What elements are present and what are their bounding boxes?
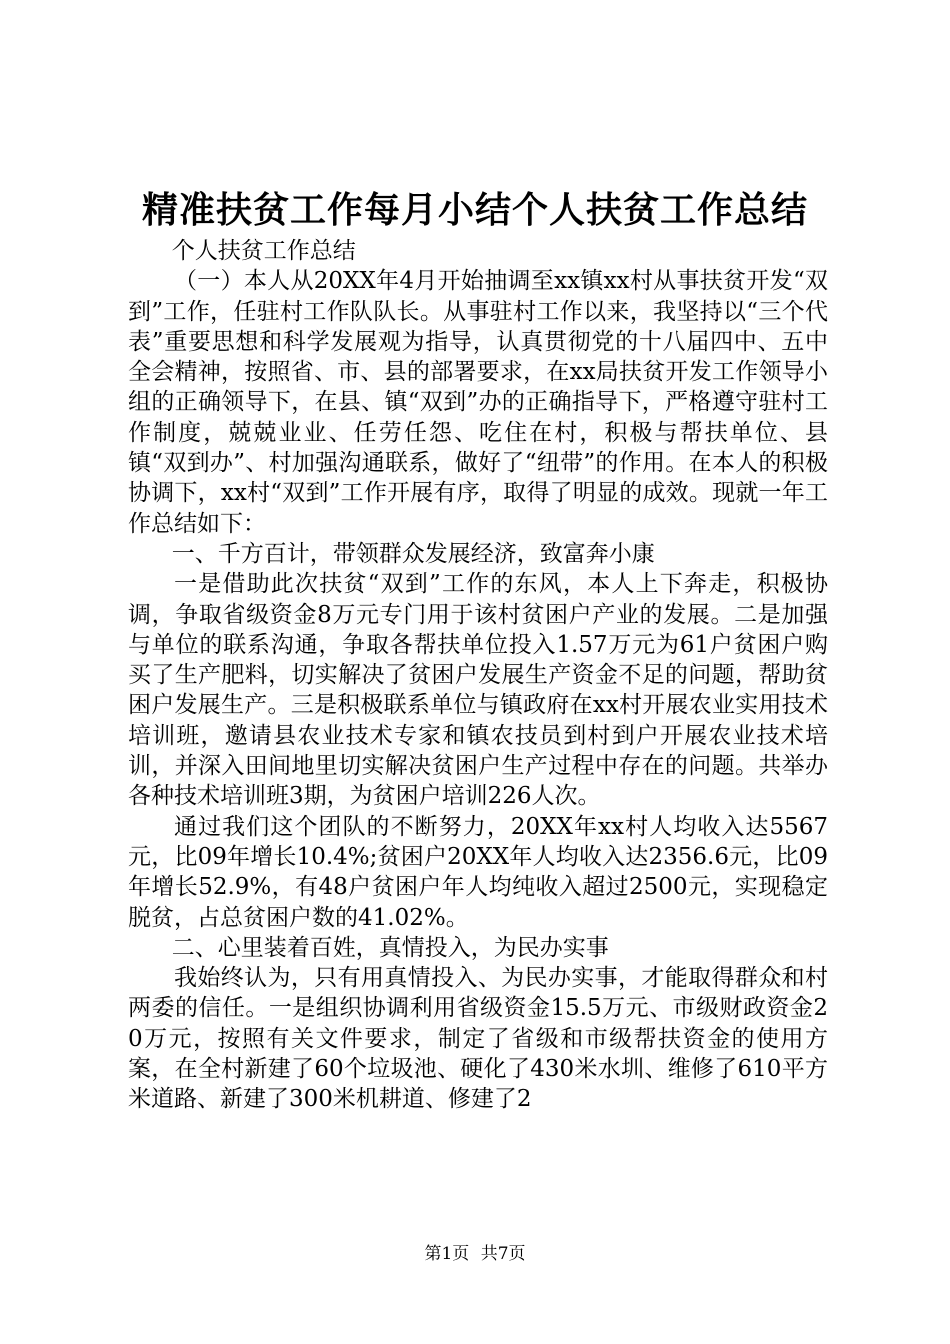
paragraph-intro: （一）本人从20XX年4月开始抽调至xx镇xx村从事扶贫开发“双到”工作，任驻村工作队队长。从事驻村工作以来，我坚持以“三个代表”重要思想和科学发展观为指导，认真贯彻党的十八届四中、五中全会精神，按照省、市、县的部署要求，在xx局扶贫开发工作领导小组的正确领导下，在县、镇“双到”办的正确指导下，严格遵守驻村工作制度，兢兢业业、任劳任怨、吃住在村，积极与帮扶单位、县镇“双到办”、村加强沟通联系，做好了“纽带”的作用。在本人的积极协调下，xx村“双到”工作开展有序，取得了明显的成效。现就一年工作总结如下： xyxy=(128,268,828,537)
section-heading-2: 二、心里装着百姓，真情投入，为民办实事 xyxy=(171,934,609,961)
page-number: 第1页 xyxy=(424,1244,470,1264)
document-subtitle: 个人扶贫工作总结 xyxy=(171,238,356,264)
page-footer xyxy=(0,1243,950,1265)
document-body xyxy=(128,236,828,1115)
paragraph-section-2: 我始终认为，只有用真情投入、为民办实事，才能取得群众和村两委的信任。一是组织协调利用省级资金15.5万元、市级财政资金20万元，按照有关文件要求，制定了省级和市级帮扶资金的使用方案，在全村新建了60个垃圾池、硬化了430米水圳、维修了610平方米道路、新建了300米机耕道、修建了2 xyxy=(128,965,828,1113)
page-total: 共7页 xyxy=(480,1244,526,1264)
document-title: 精准扶贫工作每月小结个人扶贫工作总结 xyxy=(141,189,808,231)
paragraph-results: 通过我们这个团队的不断努力，20XX年xx村人均收入达5567元，比09年增长10.4%;贫困户20XX年人均收入达2356.6元，比09年增长52.9%，有48户贫困户年人均纯收入超过2500元，实现稳定脱贫，占总贫困户数的41.02%。 xyxy=(128,813,828,931)
section-heading-1: 一、千方百计，带领群众发展经济，致富奔小康 xyxy=(171,540,655,567)
paragraph-section-1: 一是借助此次扶贫“双到”工作的东风，本人上下奔走，积极协调，争取省级资金8万元专门用于该村贫困户产业的发展。二是加强与单位的联系沟通，争取各帮扶单位投入1.57万元为61户贫困户购买了生产肥料，切实解决了贫困户发展生产资金不足的问题，帮助贫困户发展生产。三是积极联系单位与镇政府在xx村开展农业实用技术培训班，邀请县农业技术专家和镇农技员到村到户开展农业技术培训，并深入田间地里切实解决贫困户生产过程中存在的问题。共举办各种技术培训班3期，为贫困户培训226人次。 xyxy=(128,571,828,810)
